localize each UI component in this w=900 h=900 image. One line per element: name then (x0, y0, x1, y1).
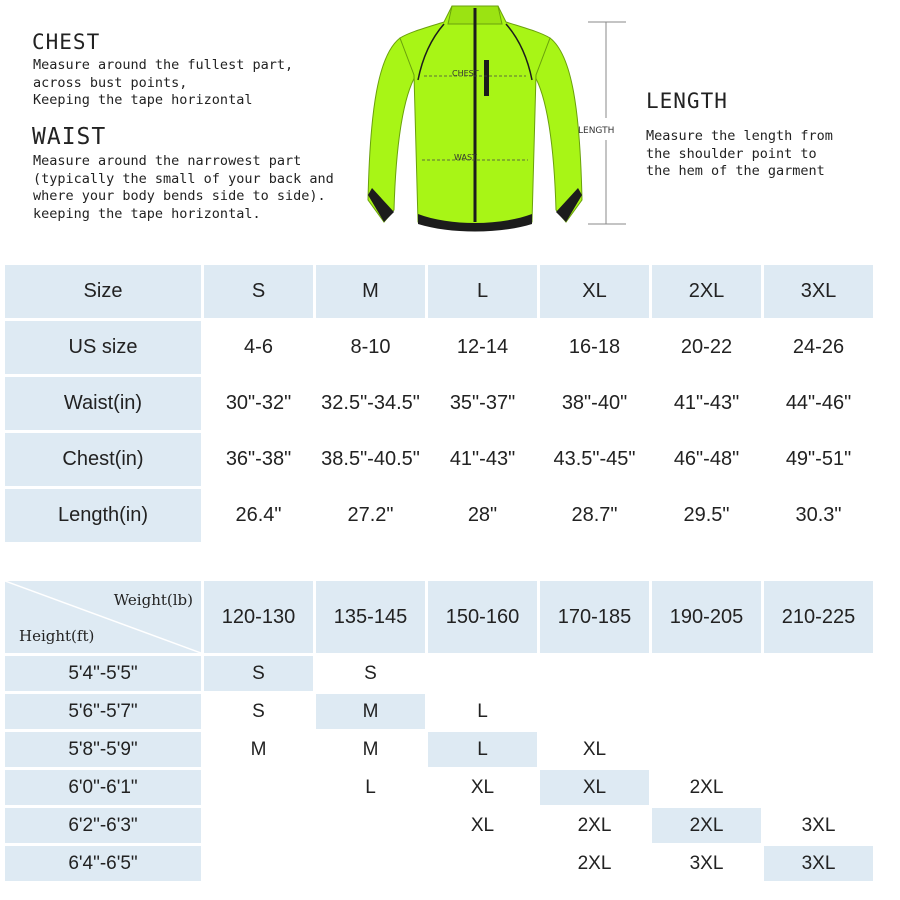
table-cell: 28.7" (571, 504, 618, 526)
table-cell (764, 656, 873, 691)
table-cell: 44"-46" (785, 392, 852, 414)
table-cell (316, 846, 425, 881)
fit-chart-row (5, 732, 873, 767)
chest-instructions: Measure around the fullest part, across bust points, Keeping the tape horizontal (33, 57, 294, 108)
table-cell: 2XL (577, 814, 612, 836)
length-marker-label: LENGTH (578, 126, 615, 136)
table-cell: M (316, 694, 425, 729)
table-cell (540, 656, 649, 691)
fit-chart-row (5, 694, 873, 729)
table-cell (652, 656, 761, 691)
size-chart-header-cell: L (428, 265, 537, 318)
table-cell: 28" (467, 504, 498, 526)
waist-instructions: Measure around the narrowest part (typically the small of your back and where your body bends side to side). keeping the tape horizontal. (33, 153, 334, 222)
table-cell: 27.2" (347, 504, 394, 526)
length-marker (576, 18, 636, 228)
size-chart-header-cell: XL (540, 265, 649, 318)
table-cell: L (428, 732, 537, 767)
table-cell: 32.5"-34.5" (321, 392, 420, 414)
table-cell: 41"-43" (449, 448, 516, 470)
weight-header: 135-145 (316, 581, 425, 653)
table-cell: 26.4" (235, 504, 282, 526)
height-label: 5'8"-5'9" (5, 732, 201, 767)
size-chart (2, 262, 876, 545)
jacket-chest-label: CHEST (452, 69, 479, 78)
height-axis-label: Height(ft) (19, 627, 95, 645)
jacket-waist-label: WAST (454, 153, 477, 162)
fit-chart-row (5, 808, 873, 843)
height-label: 6'4"-6'5" (5, 846, 201, 881)
table-cell: 30"-32" (225, 392, 292, 414)
weight-axis-label: Weight(lb) (113, 591, 193, 609)
table-cell: 29.5" (683, 504, 730, 526)
height-label: 5'4"-5'5" (5, 656, 201, 691)
table-cell: M (362, 738, 379, 760)
chest-title: CHEST (32, 30, 101, 54)
table-cell: 12-14 (456, 336, 509, 358)
row-label: US size (5, 321, 201, 374)
table-cell: 3XL (764, 846, 873, 881)
table-cell: 4-6 (244, 336, 273, 358)
weight-header: 190-205 (652, 581, 761, 653)
table-cell: 38.5"-40.5" (321, 448, 420, 470)
weight-header: 170-185 (540, 581, 649, 653)
table-cell: 41"-43" (673, 392, 740, 414)
length-title: LENGTH (646, 89, 728, 113)
table-cell (204, 846, 313, 881)
size-chart-header-row (5, 265, 873, 318)
height-label: 6'0"-6'1" (5, 770, 201, 805)
size-chart-row (5, 321, 873, 374)
table-cell (764, 770, 873, 805)
table-cell: 30.3" (795, 504, 842, 526)
table-cell: S (252, 700, 265, 722)
table-cell: XL (540, 770, 649, 805)
fit-chart (2, 578, 876, 884)
size-chart-row (5, 489, 873, 542)
table-cell (204, 770, 313, 805)
size-chart-header-cell: 3XL (764, 265, 873, 318)
size-chart-header-cell: 2XL (652, 265, 761, 318)
size-chart-row (5, 433, 873, 486)
fit-chart-corner (5, 581, 201, 653)
jacket-illustration (360, 0, 590, 235)
height-label: 5'6"-5'7" (5, 694, 201, 729)
table-cell (764, 732, 873, 767)
table-cell: 24-26 (792, 336, 845, 358)
table-cell: XL (582, 738, 607, 760)
table-cell (428, 656, 537, 691)
table-cell: 3XL (689, 852, 724, 874)
table-cell (428, 846, 537, 881)
table-cell: 46"-48" (673, 448, 740, 470)
table-cell (764, 694, 873, 729)
table-cell (540, 694, 649, 729)
table-cell: 43.5"-45" (553, 448, 636, 470)
table-cell (652, 732, 761, 767)
table-cell: L (477, 700, 488, 722)
table-cell: 36"-38" (225, 448, 292, 470)
weight-header: 150-160 (428, 581, 537, 653)
table-cell: 2XL (577, 852, 612, 874)
table-cell (316, 808, 425, 843)
table-cell: L (365, 776, 376, 798)
size-chart-header-cell: M (316, 265, 425, 318)
table-cell: 35"-37" (449, 392, 516, 414)
table-cell: XL (470, 814, 495, 836)
fit-chart-row (5, 846, 873, 881)
table-cell: 49"-51" (785, 448, 852, 470)
table-cell (652, 694, 761, 729)
weight-header: 210-225 (764, 581, 873, 653)
table-cell: XL (470, 776, 495, 798)
length-instructions: Measure the length from the shoulder point to the hem of the garment (646, 128, 833, 179)
height-label: 6'2"-6'3" (5, 808, 201, 843)
row-label: Length(in) (5, 489, 201, 542)
fit-chart-row (5, 770, 873, 805)
table-cell: M (250, 738, 267, 760)
row-label: Chest(in) (5, 433, 201, 486)
table-cell (204, 808, 313, 843)
fit-chart-header-row (5, 581, 873, 653)
size-chart-header-cell: S (204, 265, 313, 318)
fit-chart-row (5, 656, 873, 691)
size-chart-header-cell: Size (5, 265, 201, 318)
row-label: Waist(in) (5, 377, 201, 430)
table-cell: S (364, 662, 377, 684)
table-cell: 16-18 (568, 336, 621, 358)
size-chart-row (5, 377, 873, 430)
table-cell: 3XL (801, 814, 836, 836)
weight-header: 120-130 (204, 581, 313, 653)
table-cell: 38"-40" (561, 392, 628, 414)
table-cell: 2XL (689, 776, 724, 798)
table-cell: 20-22 (680, 336, 733, 358)
table-cell: 2XL (652, 808, 761, 843)
table-cell: 8-10 (350, 336, 391, 358)
table-cell: S (204, 656, 313, 691)
waist-title: WAIST (32, 124, 107, 150)
